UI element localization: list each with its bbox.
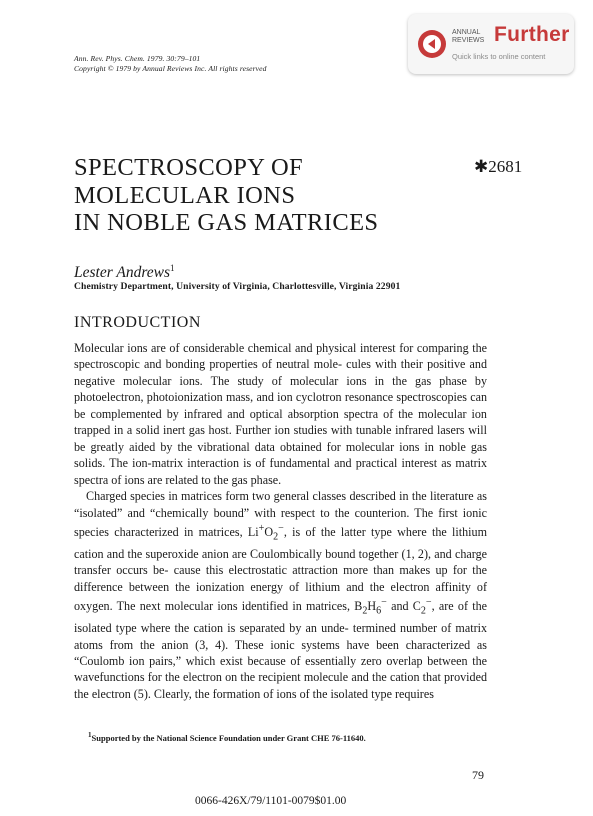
title-line-2: MOLECULAR IONS [74,181,296,209]
footnote: $^1$Supported by the National Science Foundation under Grant CHE 76-11640. [88,731,366,743]
title-line-3: IN NOBLE GAS MATRICES [74,209,379,236]
back-arrow-icon [418,30,446,58]
footnote-mark: 1 [88,731,92,739]
copyright-line: Copyright © 1979 by Annual Reviews Inc. All rights reserved [74,64,267,73]
paragraph-1: Molecular ions are of considerable chemical and physical interest for comparing the spectroscopic and bonding properties of neutral mole- cules with their positive and negative molecular ions. The study of molecular ions in the gas phase by photoelectron, photoionization mass, and ion cyclotron resonance spectroscopies can be complemented by infrared and optical absorption spectra of the molecular ion trapped in a solid inert gas host. Further ion studies with tunable infrared lasers will be greatly aided by the vibrational data obtained for molecular ions in noble gas solids. The ion-matrix interaction is of fundamental and practical interest as matrix spectra of ions are related to the gas phase. [74,341,488,487]
section-heading: INTRODUCTION [74,314,201,331]
further-label: Further [494,23,570,46]
journal-citation [74,54,267,74]
title-line-1: SPECTROSCOPY OF [74,154,304,181]
article-title [74,154,378,237]
quick-links-label: Quick links to online content [452,52,546,61]
author-affiliation: Chemistry Department, University of Virginia, Charlottesville, Virginia 22901 [74,281,401,292]
annual-reviews-logo-text: ANNUAL REVIEWS [452,29,485,44]
further-badge[interactable] [408,14,574,74]
article-body [74,340,487,702]
author-footnote-mark: 1 [170,263,175,273]
author-name: Lester Andrews$^1$ [74,263,175,282]
paragraph-2: Charged species in matrices form two general classes described in the literature as “isolated” and “chemically bound” with respect to the counterion. The first ionic species characterized in matrices, $Li^+O_2^-$, is of the latter type where the lithium cation and the superoxide anion are Coulombically bound together (1, 2), and charge transfer occurs be- cause this electrostatic attraction more than makes up for the difference between the ionization energy of lithium and the electron affinity of oxygen. The next molecular ions identified in matrices, $B_2H_6^-$ and $C_2^-$, are of the isolated type where the cation is separated by an unde- termined number of matrix atoms from the anion (3, 4). These ionic systems have been characterized as “Coulomb ion pairs,” which exist because of essentially zero overlap between the wavefunctions for the electron on the recipient molecule and the cation that provided the electron (5). Clearly, the formation of ions of the isolated type requires [74,489,487,701]
journal-line: Ann. Rev. Phys. Chem. 1979. 30:79–101 [74,54,201,63]
article-code: ✱2681 [474,157,523,176]
page-number: 79 [472,768,484,782]
price-code: 0066-426X/79/1101-0079$01.00 [195,795,347,807]
